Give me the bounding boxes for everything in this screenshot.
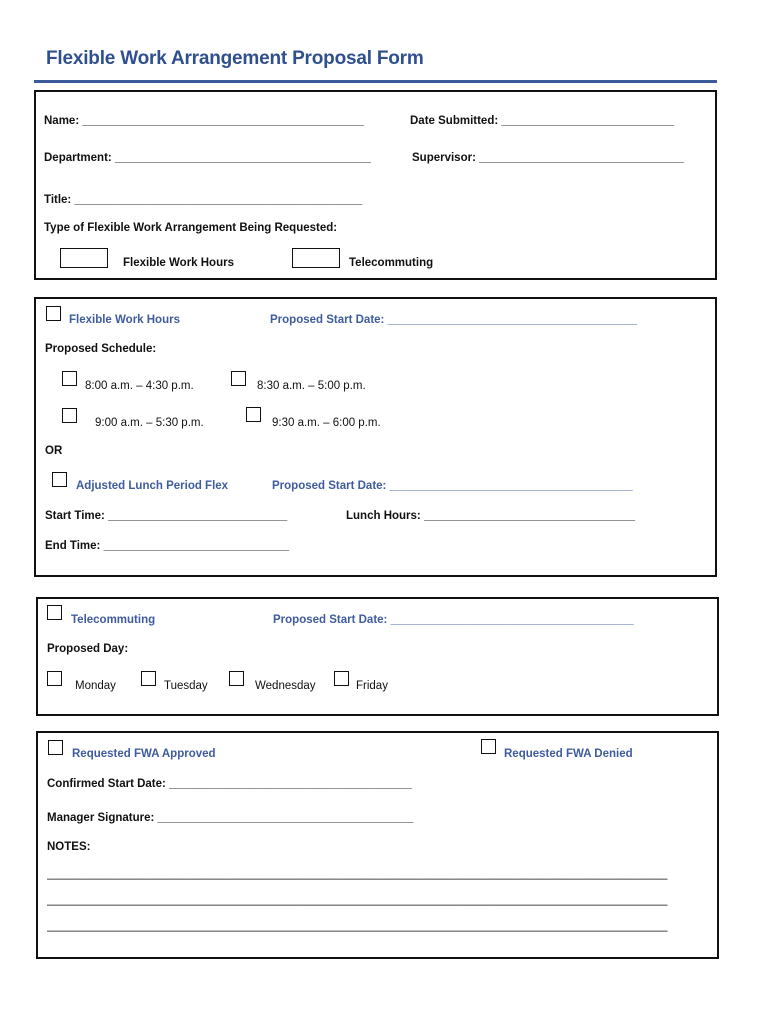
confirmed-start-date-field[interactable]: Confirmed Start Date: ______________________________________ [47, 778, 413, 790]
proposed-day-label: Proposed Day: [47, 643, 129, 655]
lunch-flex-checkbox[interactable] [52, 472, 67, 487]
end-time-field[interactable]: End Time: _____________________________ [45, 540, 290, 552]
notes-line-1[interactable]: _________________________________________________________________________________________________ [47, 868, 668, 880]
notes-label: NOTES: [47, 841, 91, 853]
slot1-checkbox[interactable] [62, 371, 77, 386]
title-underline [34, 80, 717, 83]
page-title: Flexible Work Arrangement Proposal Form [46, 48, 424, 69]
telecommuting-label: Telecommuting [349, 257, 434, 269]
flexible-hours-label: Flexible Work Hours [123, 257, 234, 269]
telecommuting-checkbox[interactable] [292, 248, 340, 268]
wednesday-checkbox[interactable] [229, 671, 244, 686]
approved-label: Requested FWA Approved [72, 748, 216, 760]
slot3-label: 9:00 a.m. – 5:30 p.m. [95, 417, 204, 429]
lunch-proposed-start-field[interactable]: Proposed Start Date: ______________________________________ [272, 480, 633, 492]
manager-signature-field[interactable]: Manager Signature: ________________________________________ [47, 812, 414, 824]
or-label: OR [45, 445, 63, 457]
denied-checkbox[interactable] [481, 739, 496, 754]
slot2-label: 8:30 a.m. – 5:00 p.m. [257, 380, 366, 392]
type-label: Type of Flexible Work Arrangement Being Requested: [44, 222, 338, 234]
proposed-schedule-label: Proposed Schedule: [45, 343, 157, 355]
slot2-checkbox[interactable] [231, 371, 246, 386]
slot3-checkbox[interactable] [62, 408, 77, 423]
slot4-checkbox[interactable] [246, 407, 261, 422]
friday-checkbox[interactable] [334, 671, 349, 686]
denied-label: Requested FWA Denied [504, 748, 633, 760]
flexible-hours-checkbox[interactable] [60, 248, 108, 268]
lunch-flex-heading: Adjusted Lunch Period Flex [76, 480, 229, 492]
telecommuting-start-field[interactable]: Proposed Start Date: ______________________________________ [273, 614, 634, 626]
lunch-hours-field[interactable]: Lunch Hours: _________________________________ [346, 510, 635, 522]
telecommuting-heading: Telecommuting [71, 614, 156, 626]
flexible-hours-heading: Flexible Work Hours [69, 314, 180, 326]
tuesday-checkbox[interactable] [141, 671, 156, 686]
title-field[interactable]: Title: _____________________________________________ [44, 194, 363, 206]
name-field[interactable]: Name: ____________________________________________ [44, 115, 364, 127]
approved-checkbox[interactable] [48, 740, 63, 755]
wednesday-label: Wednesday [255, 680, 316, 692]
department-field[interactable]: Department: ________________________________________ [44, 152, 371, 164]
monday-checkbox[interactable] [47, 671, 62, 686]
start-time-field[interactable]: Start Time: ____________________________ [45, 510, 288, 522]
telecommuting-section-checkbox[interactable] [47, 605, 62, 620]
monday-label: Monday [75, 680, 116, 692]
slot4-label: 9:30 a.m. – 6:00 p.m. [272, 417, 381, 429]
proposed-start-date-field[interactable]: Proposed Start Date: _______________________________________ [270, 314, 638, 326]
flexible-hours-section-checkbox[interactable] [46, 306, 61, 321]
tuesday-label: Tuesday [164, 680, 208, 692]
slot1-label: 8:00 a.m. – 4:30 p.m. [85, 380, 194, 392]
date-submitted-field[interactable]: Date Submitted: ___________________________ [410, 115, 675, 127]
supervisor-field[interactable]: Supervisor: ________________________________ [412, 152, 684, 164]
notes-line-3[interactable]: _________________________________________________________________________________________________ [47, 920, 668, 932]
friday-label: Friday [356, 680, 388, 692]
notes-line-2[interactable]: _________________________________________________________________________________________________ [47, 894, 668, 906]
flexible-hours-section [34, 297, 717, 577]
